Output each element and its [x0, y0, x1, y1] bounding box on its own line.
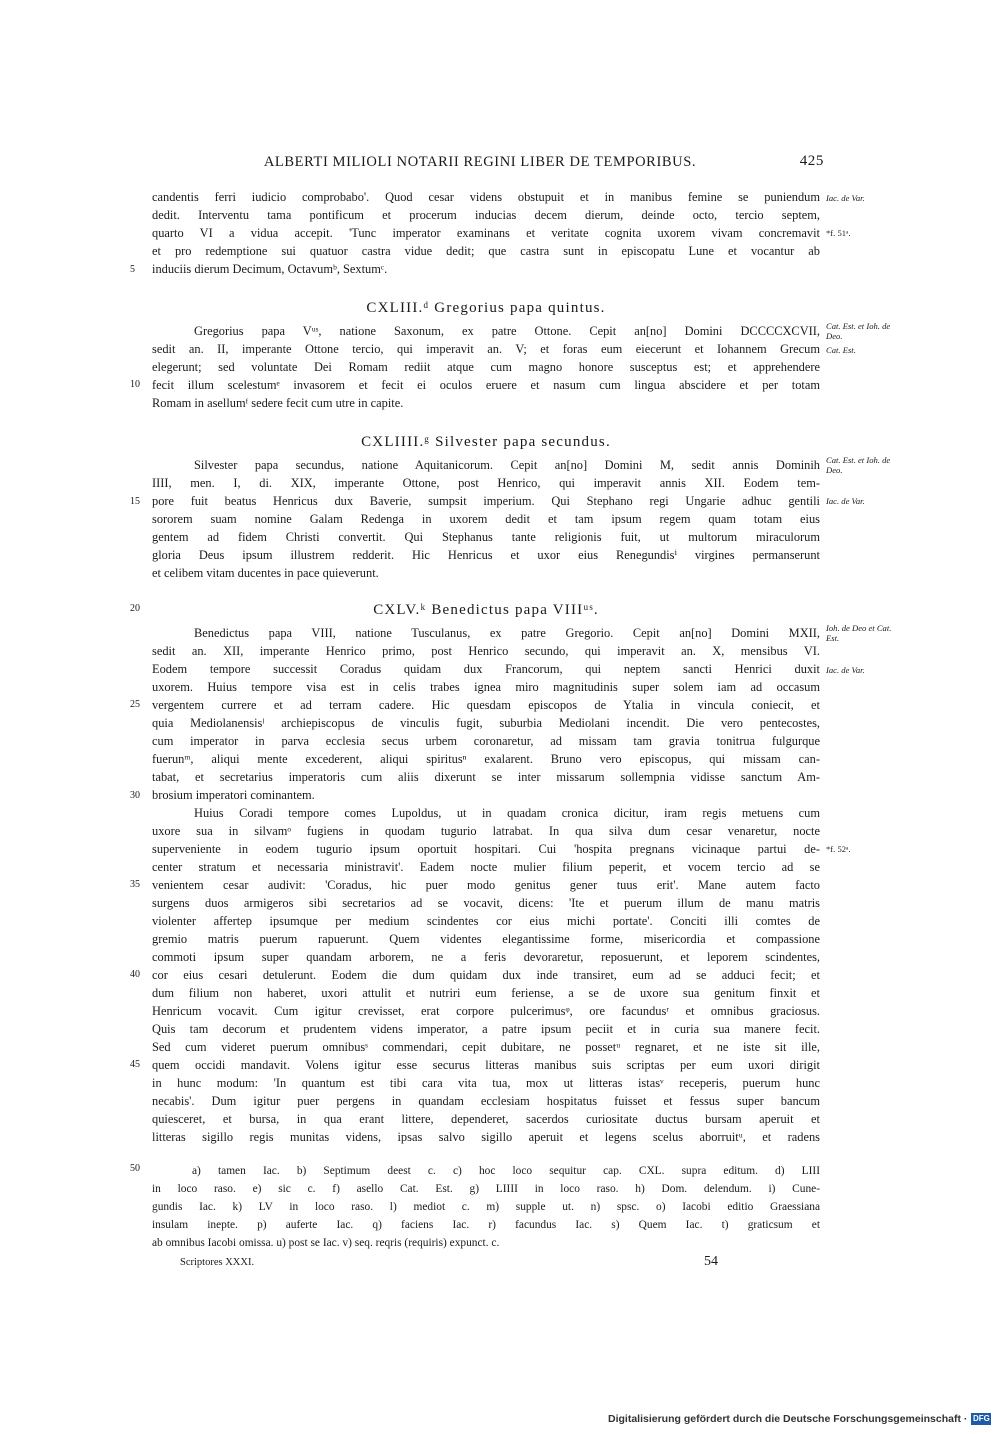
text-line: venientem cesar audivit: 'Coradus, hic puer modo genitus gener tuus erit'. Mane autem facto	[152, 878, 820, 892]
text-line: pore fuit beatus Henricus dux Baverie, sumpsit imperium. Qui Stephano regi Ungarie adhuc gentili	[152, 494, 820, 508]
text-line: fuerunᵐ, aliqui mente excederent, aliqui spiritusⁿ exalarent. Bruno vero episcopus, qui missam can-	[152, 752, 820, 766]
text-line: Huius Coradi tempore comes Lupoldus, ut in quadam cronica dicitur, iram regis metuens cum	[194, 806, 820, 820]
margin-note: *f. 51ᵃ.	[826, 228, 851, 238]
text-line: brosium imperatori cominantem.	[152, 788, 315, 802]
text-line: Silvester papa secundus, natione Aquitanicorum. Cepit an[no] Domini M, sedit annis Dominih	[194, 458, 820, 472]
line-number: 15	[130, 496, 140, 507]
margin-note: Cat. Est. et Ioh. de Deo.	[826, 455, 891, 475]
section-heading: CXLIIII.ᵍ Silvester papa secundus.	[361, 434, 611, 450]
margin-note: Iac. de Var.	[826, 193, 865, 203]
text-line: vergentem currere et ad terram cadere. Hic quesdam episcopos de Ytalia in vincula coniecit, et	[152, 698, 820, 712]
footnote-line: in loco raso. e) sic c. f) asello Cat. Est. g) LIIII in loco raso. h) Dom. delendum. i) Cune-	[152, 1183, 820, 1195]
signature-number: 54	[704, 1254, 718, 1269]
footnote-line: ab omnibus Iacobi omissa. u) post se Iac. v) seq. reqris (requiris) expunct. c.	[152, 1237, 500, 1249]
margin-note: Iac. de Var.	[826, 665, 865, 675]
margin-note: Cat. Est. et Ioh. de Deo.	[826, 321, 891, 341]
text-line: violenter affertep ipsumque per medium scindentes cor eius michi portate'. Conciti illi comtes de	[152, 914, 820, 928]
text-line: elegerunt; sed voluntate Dei Romam rediit atque cum magno honore susceptus est; et apprehendere	[152, 360, 820, 374]
text-line: sedit an. II, imperante Ottone tercio, qui imperavit an. V; et foras eum eiecerunt et Iohannem Grecum	[152, 342, 820, 356]
text-line: in hunc modum: 'In quantum est tibi cara vita tua, mox ut litteras istasᵛ receperis, puerum hunc	[152, 1076, 820, 1090]
text-line: sedit an. XII, imperante Henrico primo, post Henrico secundo, qui imperavit an. X, mensibus VI.	[152, 644, 820, 658]
text-line: necabis'. Dum igitur puer pergens in quandam ecclesiam hospitatus fuisset et fessus super bancum	[152, 1094, 820, 1108]
text-line: quiesceret, et bursa, in qua erant littere, dependeret, sacerdos curiositate ductus bursam aperuit et	[152, 1112, 820, 1126]
margin-note: Ioh. de Deo et Cat. Est.	[826, 623, 892, 643]
text-line: quem occidi mandavit. Volens igitur esse securus litteras manibus suis scriptas per eum uxori dirigit	[152, 1058, 820, 1072]
text-line: tabat, et secretarius imperatoris cum aliis dixerunt se inter missarum sollempnia vidisse sanctum Am-	[152, 770, 820, 784]
text-line: gentem ad fidem Christi convertit. Qui Stephanus tante religionis fuit, ut multorum miraculorum	[152, 530, 820, 544]
line-number: 25	[130, 699, 140, 710]
margin-note: Iac. de Var.	[826, 496, 865, 506]
text-line: Romam in asellumᶠ sedere fecit cum utre in capite.	[152, 396, 404, 410]
section-heading: CXLIII.ᵈ Gregorius papa quintus.	[366, 300, 606, 316]
margin-note: Cat. Est.	[826, 345, 856, 355]
dfg-text: Digitalisierung gefördert durch die Deutsche Forschungsgemeinschaft ·	[608, 1413, 968, 1425]
text-line: candentis ferri iudicio comprobabo'. Quod cesar videns obstupuit et in manibus femine se puniendum	[152, 190, 820, 204]
text-line: induciis dierum Decimum, Octavumᵇ, Sextumᶜ.	[152, 262, 388, 276]
text-line: Eodem tempore successit Coradus quidam dux Francorum, qui neptem sancti Henrici duxit	[152, 662, 820, 676]
text-line: cor eius cesari detulerunt. Eodem die dum quidam dux inde transiret, eum ad se adduci fecit; et	[152, 968, 820, 982]
text-line: Benedictus papa VIII, natione Tusculanus, ex patre Gregorio. Cepit an[no] Domini MXII,	[194, 626, 820, 640]
line-number: 45	[130, 1059, 140, 1070]
text-line: Gregorius papa Vᵘˢ, natione Saxonum, ex patre Ottone. Cepit an[no] Domini DCCCCXCVII,	[194, 324, 820, 338]
running-header	[200, 154, 824, 176]
text-line: center stratum et necessaria ministravit'. Eadem nocte mulier filium peperit, et vocem tercio ad se	[152, 860, 820, 874]
text-line: gremio matris puerum rapuerunt. Quem videntes elegantissime forme, misericordia et compassione	[152, 932, 820, 946]
section-heading: CXLV.ᵏ Benedictus papa VIIIᵘˢ.	[373, 602, 599, 618]
text-line: Quis tam decorum et prudentem videns imperator, a patre ipsum peciit et in curia sua manere fecit.	[152, 1022, 820, 1036]
text-line: sororem suam nomine Galam Redenga in uxorem dedit et tam ipsum regem quam totam eius	[152, 512, 820, 526]
margin-note: *f. 52ᵃ.	[826, 844, 851, 854]
footnote-line: insulam inepte. p) auferte Iac. q) faciens Iac. r) facundus Iac. s) Quem Iac. t) graticsum et	[152, 1219, 820, 1231]
text-line: litteras sigillo regis munitas videns, ipsas salvo sigillo aperuit et legens scelus aborruitᵘ, et radens	[152, 1130, 820, 1144]
text-line: Henricum vocavit. Cum igitur crevisset, erat corpore pulcerimusᵠ, ore facundusʳ et omnibus graciosus.	[152, 1004, 820, 1018]
running-title: ALBERTI MILIOLI NOTARII REGINI LIBER DE TEMPORIBUS.	[263, 154, 697, 170]
footnote-line: a) tamen Iac. b) Septimum deest c. c) hoc loco sequitur cap. CXL. supra editum. d) LIII	[192, 1165, 820, 1177]
text-line: surgens duos armigeros sibi secretarios ad se vocavit, dicens: 'Ite et puerum illum de manu matris	[152, 896, 820, 910]
text-line: commoti ipsum super quandam arborem, ne a feris devoraretur, reposuerunt, et leporem scindentes,	[152, 950, 820, 964]
dfg-banner	[608, 1413, 993, 1429]
text-line: quarto VI a vidua accepit. 'Tunc imperator examinans et veritate cognita uxorem vivam concremavit	[152, 226, 820, 240]
line-number: 10	[130, 379, 140, 390]
footnote-line: gundis Iac. k) LV in loco raso. l) mediot c. m) supple ut. n) spsc. o) Iacobi editio Graessiana	[152, 1201, 820, 1213]
text-line: et celibem vitam ducentes in pace quieverunt.	[152, 566, 379, 580]
text-line: dedit. Interventu tama pontificum et procerum inducias decem dierum, deinde octo, tercio septem,	[152, 208, 820, 222]
footer-series: Scriptores XXXI.	[180, 1257, 255, 1268]
dfg-logo: DFG	[972, 1414, 990, 1424]
line-number: 50	[130, 1163, 140, 1174]
line-number: 20	[130, 603, 140, 614]
text-line: superveniente in eodem tugurio ipsum oportuit hospitari. Cui 'hospita pregnans vicinaque partui de-	[152, 842, 820, 856]
text-line: IIII, men. I, di. XIX, imperante Ottone, post Henrico, qui imperavit annis XII. Eodem tem-	[152, 476, 820, 490]
text-line: cum imperator in parva ecclesia secus urbem coronaretur, ad missam tam gravia tonitrua fulgurque	[152, 734, 820, 748]
text-line: fecit illum scelestumᵉ invasorem et fecit ei oculos eruere et nasum cum lingua abscidere et per totam	[152, 378, 820, 392]
line-number: 40	[130, 969, 140, 980]
line-number: 5	[130, 264, 135, 275]
text-line: quia Mediolanensisˡ archiepiscopus de vinculis fugit, suburbia Mediolani incendit. Die vero pentecostes,	[152, 716, 820, 730]
text-line: gloria Deus ipsum illustrem redderit. Hic Henricus et uxor eius Renegundisⁱ virgines permanserunt	[152, 548, 820, 562]
text-line: uxore sua in silvamᵒ fugiens in quodam tugurio latrabat. In qua silva dum cesar venaretur, nocte	[152, 824, 820, 838]
line-number: 30	[130, 790, 140, 801]
text-line: dum filium non haberet, uxori attulit et nutriri eum feriense, a se de uxore sua genitum finxit et	[152, 986, 820, 1000]
page-number: 425	[799, 153, 824, 169]
line-number: 35	[130, 879, 140, 890]
text-line: uxorem. Huius tempore visa est in celis trabes ignea miro magnitudinis super solem iam ad occasum	[152, 680, 820, 694]
text-line: et pro redemptione sui quatuor castra vidue dedit; que castra sunt in episcopatu Lune et vocantur ab	[152, 244, 820, 258]
text-line: Sed cum videret puerum omnibusˢ commendari, cepit dubitare, ne possetᵘ regnaret, et ne iste sit ille,	[152, 1040, 820, 1054]
